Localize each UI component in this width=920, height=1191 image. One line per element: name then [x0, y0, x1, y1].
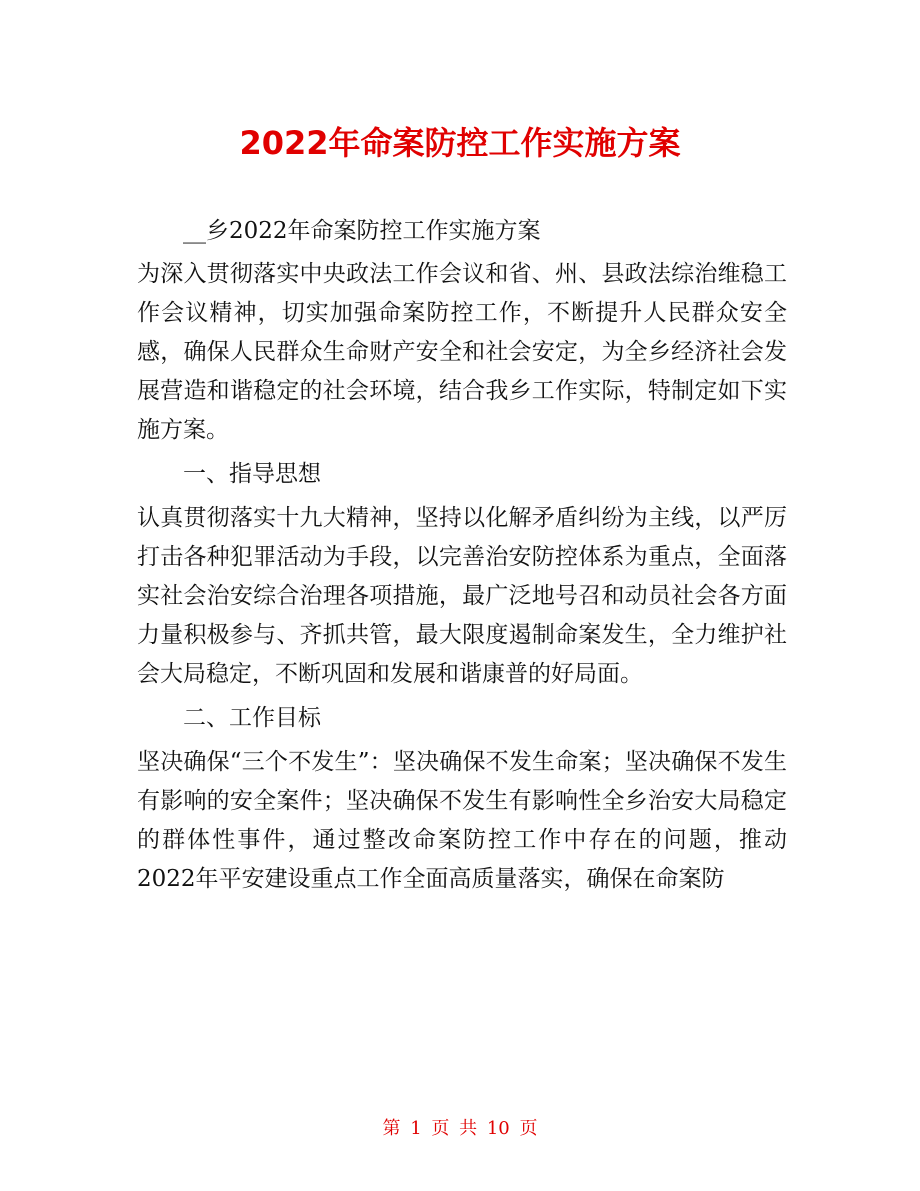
section-heading-guiding-ideology: 一、指导思想	[183, 461, 321, 487]
section-body-guiding-ideology: 认真贯彻落实十九大精神，坚持以化解矛盾纠纷为主线，以严厉打击各种犯罪活动为手段，以完善治安防控体系为重点，全面落实社会治安综合治理各项措施，最广泛地号召和动员社会各方面力量积极参与、齐抓共管，最大限度遏制命案发生，全力维护社会大局稳定，不断巩固和发展和谐康普的好局面。	[137, 505, 787, 687]
intro-paragraph: 为深入贯彻落实中央政法工作会议和省、州、县政法综治维稳工作会议精神，切实加强命案防控工作，不断提升人民群众安全感，确保人民群众生命财产安全和社会安定，为全乡经济社会发展营造和谐稳定的社会环境，结合我乡工作实际，特制定如下实施方案。	[137, 261, 787, 443]
page-number-footer: 第 1 页 共 10 页	[382, 1118, 538, 1139]
document-subtitle: __乡2022年命案防控工作实施方案	[183, 218, 541, 244]
document-title: 2022年命案防控工作实施方案	[239, 124, 681, 162]
section-heading-work-goals: 二、工作目标	[183, 705, 321, 731]
section-body-work-goals: 坚决确保“三个不发生”：坚决确保不发生命案；坚决确保不发生有影响的安全案件；坚决确保不发生有影响性全乡治安大局稳定的群体性事件，通过整改命案防控工作中存在的问题，推动2022年平安建设重点工作全面高质量落实，确保在命案防	[137, 749, 787, 892]
document-body	[137, 212, 787, 903]
